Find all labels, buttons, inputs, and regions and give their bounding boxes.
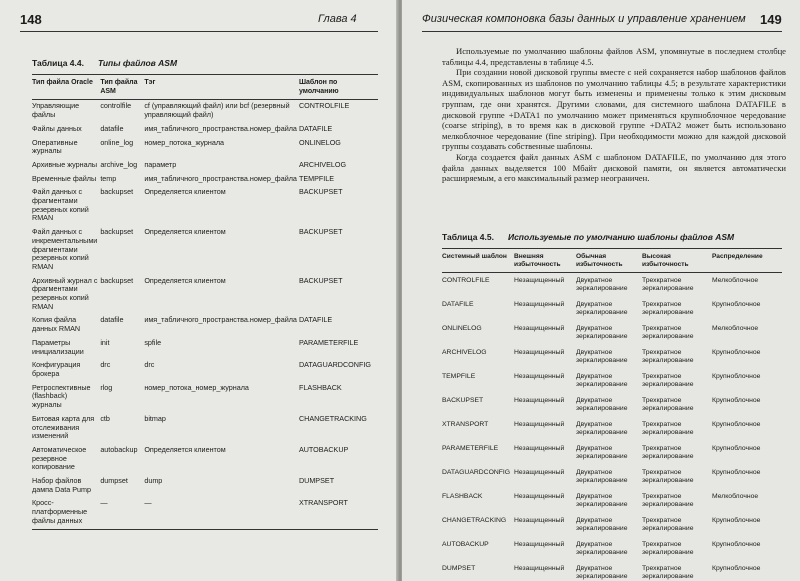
table-cell: Автоматическое резервное копирование — [32, 444, 87, 472]
table-cell: drc — [144, 360, 155, 370]
table-cell: номер_потока_журнала — [144, 137, 225, 147]
table-row — [442, 272, 782, 297]
table-cell: Мелкоблочное — [712, 276, 759, 284]
table-cell: ctb — [100, 413, 110, 423]
right-running-title: Физическая компоновка базы данных и управление хранением — [422, 13, 746, 25]
table-row — [442, 417, 782, 441]
table-row — [32, 413, 378, 444]
table-cell: Битовая карта для отслеживания изменений — [32, 413, 95, 441]
table-cell: Незащищенный — [514, 348, 565, 356]
table-row — [442, 297, 782, 321]
table-cell: autobackup — [100, 444, 138, 454]
table-cell: ARCHIVELOG — [298, 159, 347, 169]
table-row — [32, 444, 378, 475]
table-row — [32, 314, 378, 336]
table-row — [442, 321, 782, 345]
table-cell: Двукратное зеркалирование — [576, 348, 628, 364]
table-cell: Незащищенный — [514, 468, 565, 476]
table-cell: init — [100, 337, 110, 347]
table-cell: BACKUPSET — [298, 227, 343, 237]
column-header: Шаблон по умолчанию — [299, 75, 378, 100]
table-cell: PARAMETERFILE — [442, 444, 499, 452]
table-cell: AUTOBACKUP — [442, 540, 489, 548]
table-cell: DATAFILE — [442, 300, 474, 308]
table-4-5 — [442, 248, 782, 581]
table-cell: temp — [100, 173, 117, 183]
table-row — [442, 465, 782, 489]
table-cell: FLASHBACK — [442, 492, 483, 500]
paragraph: При создании новой дисковой группы вместе с ней сохраняется набор шаблонов файлов ASM, скопированных из шаблонов по умолчанию таблицы 4.5; в результате характеристики индивидуальных шаблонов могут быть изменены и применены только к этим дисковым группам, где они хранятся. Другими словами, для системного шаблона DATAFILE в дисковой группе +DATA1 по умолчанию может применяться крупноблочное чередование (coarse striping), в то время как в дисковой группе +DATA2 может быть использовано мелкоблочное чередование (fine striping). При необходимости можно для каждой дисковой группы создавать собственные шаблоны. — [442, 67, 786, 152]
table-row — [442, 345, 782, 369]
table-cell: Мелкоблочное — [712, 324, 759, 332]
table-cell: — — [144, 497, 299, 529]
body-text — [442, 46, 786, 184]
table-cell: Крупноблочное — [712, 396, 761, 404]
table-cell: Определяется клиентом — [144, 187, 226, 197]
table-cell: CONTROLFILE — [442, 276, 490, 284]
table-cell: Временные файлы — [32, 173, 97, 183]
table-cell: DATAFILE — [298, 123, 333, 133]
table-cell: Незащищенный — [514, 516, 565, 524]
table-cell: Двукратное зеркалирование — [576, 276, 628, 292]
left-page-number: 148 — [20, 12, 42, 27]
table-cell: FLASHBACK — [298, 382, 342, 392]
table-cell: CONTROLFILE — [298, 101, 350, 111]
table-cell: Незащищенный — [514, 324, 565, 332]
table-cell: Файл данных с инкрементальными фрагментами резервных копий RMAN — [32, 227, 98, 271]
table-row — [442, 393, 782, 417]
table-cell: Двукратное зеркалирование — [576, 468, 628, 484]
table-cell: DATAGUARDCONFIG — [298, 360, 371, 370]
table-cell: XTRANSPORT — [299, 497, 378, 529]
table-cell: Крупноблочное — [712, 540, 761, 548]
table-cell: Крупноблочное — [712, 420, 761, 428]
table-cell: Незащищенный — [514, 300, 565, 308]
table-4-4-caption — [32, 58, 177, 68]
table-cell: Незащищенный — [514, 492, 565, 500]
table-cell: Незащищенный — [514, 396, 565, 404]
right-page-number: 149 — [760, 12, 782, 27]
column-header: Тэг — [144, 75, 299, 100]
table-row — [32, 475, 378, 497]
table-cell: Управляющие файлы — [32, 101, 80, 120]
table-cell: DATAGUARDCONFIG — [442, 468, 511, 476]
table-row — [442, 441, 782, 465]
table-row — [32, 359, 378, 381]
table-cell: Определяется клиентом — [144, 444, 226, 454]
table-row — [32, 186, 378, 226]
table-cell: Трехкратное зеркалирование — [642, 516, 694, 532]
left-running-title: Глава 4 — [318, 13, 357, 25]
table-cell: Мелкоблочное — [712, 492, 759, 500]
table-cell: Определяется клиентом — [144, 227, 226, 237]
table-cell: Архивный журнал с фрагментами резервных копий RMAN — [32, 275, 98, 311]
paragraph: Используемые по умолчанию шаблоны файлов ASM, упомянутые в последнем столбце таблицы 4.4, представлены в таблице 4.5. — [442, 46, 786, 67]
table-cell: Трехкратное зеркалирование — [642, 444, 694, 460]
table-cell: Трехкратное зеркалирование — [642, 540, 694, 556]
column-header: Тип файла ASM — [100, 75, 144, 100]
table-cell: параметр — [144, 159, 177, 169]
table-cell: Двукратное зеркалирование — [576, 492, 628, 508]
column-header: Внешняя избыточность — [514, 249, 576, 273]
table-cell: TEMPFILE — [298, 173, 335, 183]
table-cell: BACKUPSET — [298, 275, 343, 285]
table-cell: Оперативные журналы — [32, 137, 78, 156]
table-cell: backupset — [100, 275, 134, 285]
table-cell: spfile — [144, 337, 162, 347]
table-cell: ONLINELOG — [442, 324, 482, 332]
table-cell: Двукратное зеркалирование — [576, 540, 628, 556]
table-cell: backupset — [100, 227, 134, 237]
table-4-5-caption — [442, 232, 734, 242]
table-cell: Трехкратное зеркалирование — [642, 300, 694, 316]
table-cell: dumpset — [100, 476, 128, 486]
table-cell: Крупноблочное — [712, 468, 761, 476]
table-cell: Незащищенный — [514, 540, 565, 548]
column-header: Высокая избыточность — [642, 249, 712, 273]
table-cell: Трехкратное зеркалирование — [642, 396, 694, 412]
table-cell: Крупноблочное — [712, 372, 761, 380]
table-cell: Двукратное зеркалирование — [576, 396, 628, 412]
table-row — [32, 337, 378, 359]
table-cell: Незащищенный — [514, 420, 565, 428]
table-row — [32, 137, 378, 159]
table-cell: CHANGETRACKING — [298, 413, 367, 423]
table-cell: BACKUPSET — [298, 187, 343, 197]
table-row — [32, 100, 378, 123]
table-cell: controlfile — [100, 101, 132, 111]
table-cell: Трехкратное зеркалирование — [642, 348, 694, 364]
table-cell: Кросс-платформенные файлы данных — [32, 497, 100, 529]
table-4-5-title: Используемые по умолчанию шаблоны файлов ASM — [507, 232, 735, 242]
table-cell: datafile — [100, 123, 124, 133]
table-cell: dump — [144, 476, 163, 486]
table-cell: Трехкратное зеркалирование — [642, 276, 694, 292]
table-cell: Трехкратное зеркалирование — [642, 561, 712, 581]
table-cell: Определяется клиентом — [144, 275, 226, 285]
table-cell: PARAMETERFILE — [298, 337, 359, 347]
table-cell: Трехкратное зеркалирование — [642, 468, 694, 484]
column-header: Системный шаблон — [442, 249, 514, 273]
table-4-4-title: Типы файлов ASM — [97, 58, 178, 68]
table-cell: DUMPSET — [442, 561, 514, 581]
right-header-rule — [422, 31, 782, 32]
table-cell: Двукратное зеркалирование — [576, 300, 628, 316]
table-cell: Двукратное зеркалирование — [576, 561, 642, 581]
table-cell: Архивные журналы — [32, 159, 97, 169]
table-row — [442, 489, 782, 513]
table-cell: Двукратное зеркалирование — [576, 372, 628, 388]
table-cell: Файл данных с фрагментами резервных копий RMAN — [32, 187, 89, 223]
table-cell: DATAFILE — [298, 315, 333, 325]
table-cell: ONLINELOG — [298, 137, 341, 147]
table-cell: имя_табличного_пространства.номер_файла — [144, 315, 297, 325]
table-cell: bitmap — [144, 413, 166, 423]
column-header: Обычная избыточность — [576, 249, 642, 273]
table-row — [32, 382, 378, 413]
table-cell: BACKUPSET — [442, 396, 484, 404]
table-cell: Копия файла данных RMAN — [32, 315, 81, 334]
table-4-5-header — [442, 249, 782, 273]
table-cell: TEMPFILE — [442, 372, 476, 380]
table-4-5-number: Таблица 4.5. — [442, 232, 494, 242]
table-row — [442, 561, 782, 581]
table-cell: Трехкратное зеркалирование — [642, 492, 694, 508]
table-cell: Крупноблочное — [712, 444, 761, 452]
table-row — [442, 537, 782, 561]
table-cell: archive_log — [100, 159, 138, 169]
table-cell: Крупноблочное — [712, 561, 782, 581]
table-cell: Конфигурация брокера — [32, 360, 81, 378]
table-row — [32, 275, 378, 315]
right-page — [402, 0, 800, 581]
table-cell: online_log — [100, 137, 134, 147]
table-4-4 — [32, 74, 378, 530]
table-cell: backupset — [100, 187, 134, 197]
table-row — [32, 159, 378, 173]
table-cell: Крупноблочное — [712, 516, 761, 524]
table-cell: rlog — [100, 382, 113, 392]
table-cell: имя_табличного_пространства.номер_файла — [144, 123, 297, 133]
table-cell: Двукратное зеркалирование — [576, 420, 628, 436]
table-cell: Незащищенный — [514, 444, 565, 452]
table-cell: Трехкратное зеркалирование — [642, 324, 694, 340]
table-cell: Двукратное зеркалирование — [576, 516, 628, 532]
table-cell: Крупноблочное — [712, 300, 761, 308]
table-4-4-number: Таблица 4.4. — [32, 58, 84, 68]
table-cell: Набор файлов дампа Data Pump — [32, 476, 91, 494]
paragraph: Когда создается файл данных ASM с шаблоном DATAFILE, по умолчанию для этого файла данных выделяется 100 Мбайт дисковой памяти, он является автоматически расширяемым, а его максимальный размер неограничен. — [442, 151, 786, 184]
table-4-4-header — [32, 75, 378, 100]
table-cell: datafile — [100, 315, 124, 325]
table-cell: Трехкратное зеркалирование — [642, 420, 694, 436]
table-cell: XTRANSPORT — [442, 420, 489, 428]
table-row — [442, 513, 782, 537]
table-cell: Двукратное зеркалирование — [576, 324, 628, 340]
table-cell: CHANGETRACKING — [442, 516, 507, 524]
table-cell: Файлы данных — [32, 123, 82, 133]
table-cell: Незащищенный — [514, 561, 576, 581]
table-row — [32, 123, 378, 137]
column-header: Тип файла Oracle — [32, 75, 100, 100]
left-page — [0, 0, 398, 581]
table-cell: Незащищенный — [514, 372, 565, 380]
table-cell: drc — [100, 360, 111, 370]
table-cell: ARCHIVELOG — [442, 348, 487, 356]
table-row — [442, 369, 782, 393]
table-cell: Трехкратное зеркалирование — [642, 372, 694, 388]
table-cell: Крупноблочное — [712, 348, 761, 356]
table-row — [32, 497, 378, 529]
table-cell: Параметры инициализации — [32, 337, 84, 356]
table-cell: DUMPSET — [298, 476, 335, 486]
table-cell: номер_потока_номер_журнала — [144, 382, 249, 392]
table-cell: AUTOBACKUP — [298, 444, 349, 454]
table-cell: cf (управляющий файл) или bcf (резервный управляющий файл) — [144, 101, 290, 120]
table-row — [32, 226, 378, 275]
table-cell: имя_табличного_пространства.номер_файла — [144, 173, 297, 183]
table-cell: Двукратное зеркалирование — [576, 444, 628, 460]
column-header: Распределение — [712, 249, 782, 273]
left-header-rule — [20, 31, 378, 32]
table-cell: Незащищенный — [514, 276, 565, 284]
table-row — [32, 173, 378, 187]
table-cell: — — [100, 497, 144, 529]
table-cell: Ретроспективные (flashback) журналы — [32, 382, 91, 410]
